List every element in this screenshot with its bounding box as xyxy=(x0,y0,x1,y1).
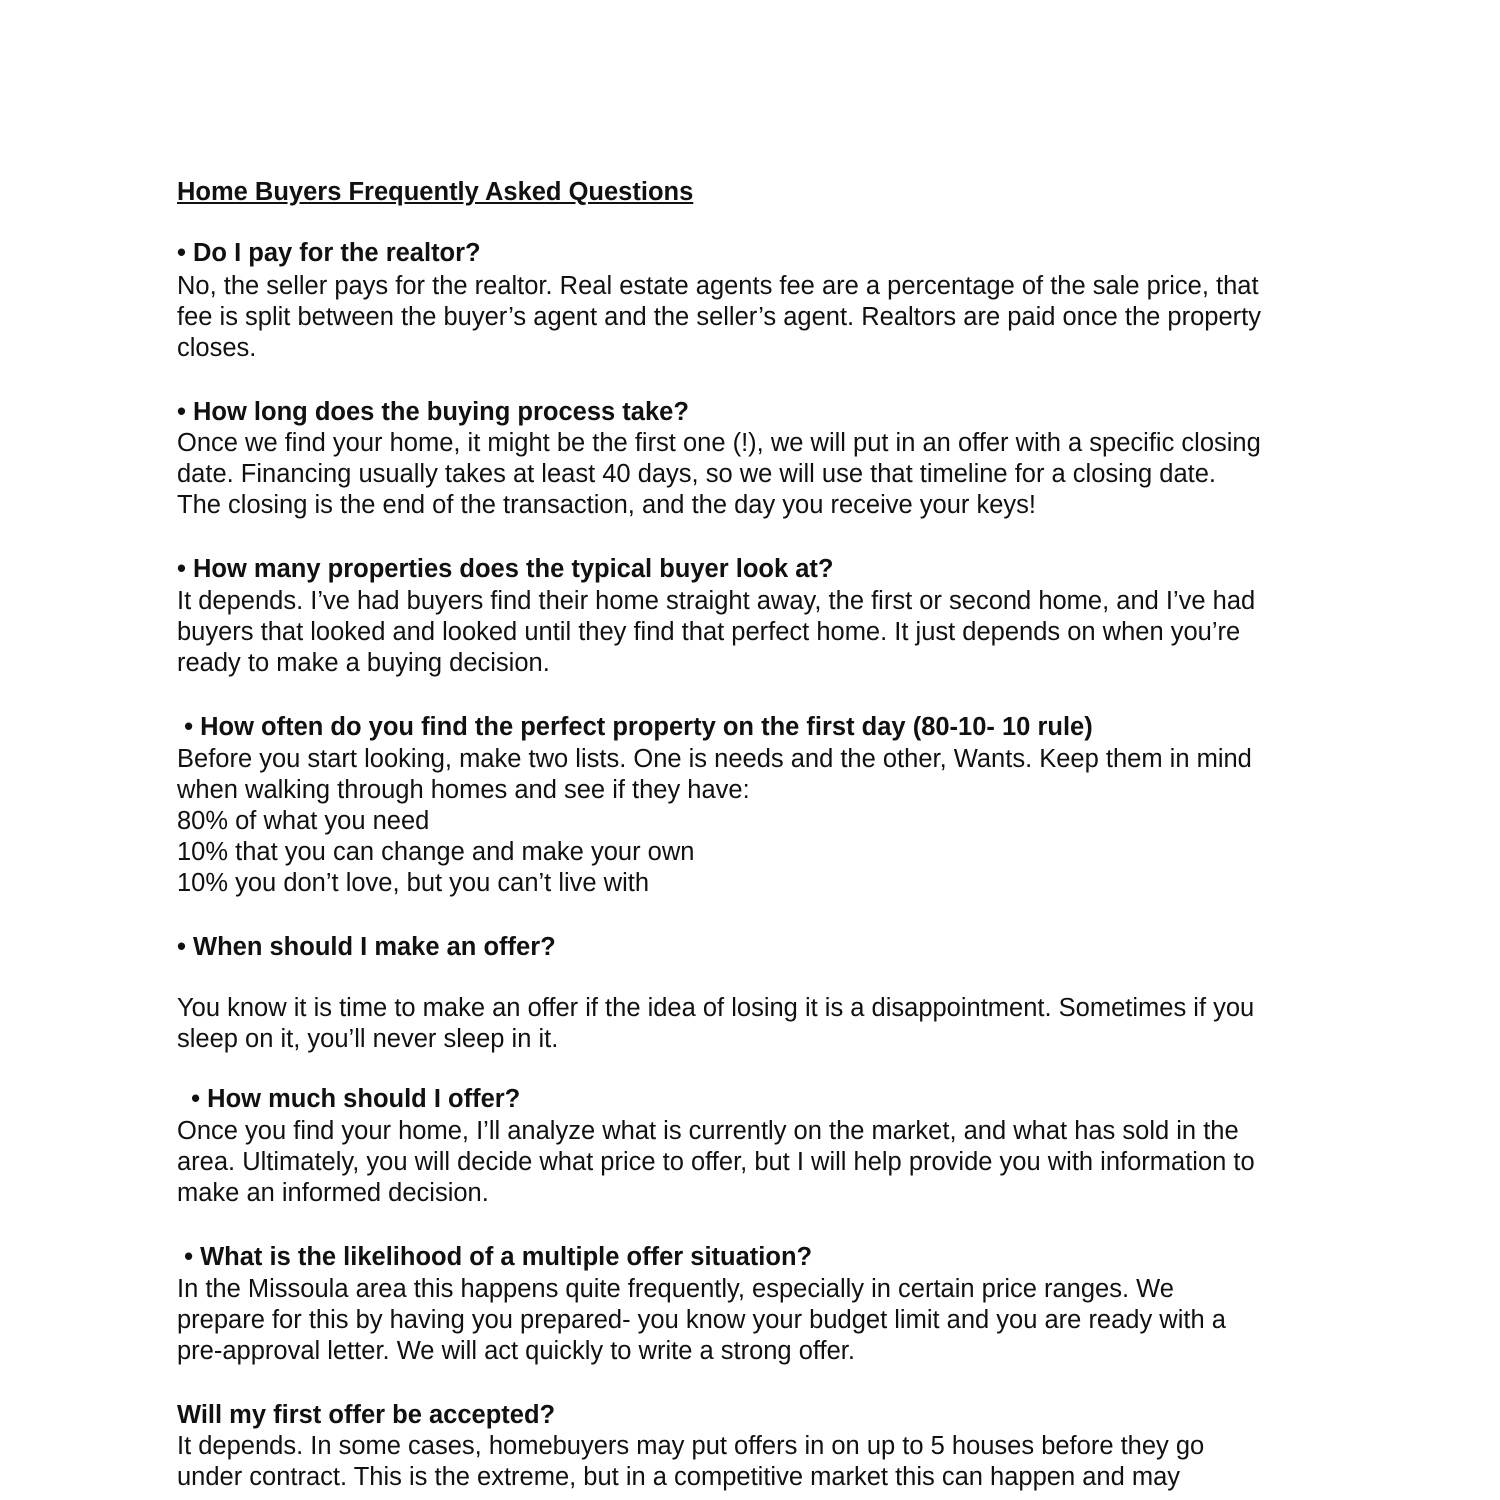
faq-answer-line: sleep on it, you’ll never sleep in it. xyxy=(177,1025,559,1053)
faq-question: • What is the likelihood of a multiple offer situation? xyxy=(177,1243,813,1271)
faq-answer-line: 10% you don’t love, but you can’t live with xyxy=(177,869,650,897)
faq-question: • How long does the buying process take? xyxy=(177,398,689,426)
faq-question: • How many properties does the typical buyer look at? xyxy=(177,555,834,583)
faq-answer-line: The closing is the end of the transaction, and the day you receive your keys! xyxy=(177,491,1036,519)
faq-answer-line: fee is split between the buyer’s agent and the seller’s agent. Realtors are paid once the property xyxy=(177,303,1261,331)
faq-question: • How much should I offer? xyxy=(177,1085,521,1113)
faq-question: • Do I pay for the realtor? xyxy=(177,239,481,267)
faq-answer-line: It depends. In some cases, homebuyers may put offers in on up to 5 houses before they go xyxy=(177,1432,1205,1460)
faq-answer-line: closes. xyxy=(177,334,257,362)
faq-answer-line: area. Ultimately, you will decide what price to offer, but I will help provide you with information to xyxy=(177,1148,1255,1176)
faq-answer-line: pre-approval letter. We will act quickly to write a strong offer. xyxy=(177,1337,855,1365)
faq-answer-line: Once we find your home, it might be the first one (!), we will put in an offer with a specific closing xyxy=(177,429,1261,457)
faq-answer-line: It depends. I’ve had buyers find their home straight away, the first or second home, and I’ve had xyxy=(177,587,1256,615)
faq-answer-line: ready to make a buying decision. xyxy=(177,649,550,677)
faq-answer-line: under contract. This is the extreme, but in a competitive market this can happen and may xyxy=(177,1463,1181,1491)
faq-question: Will my first offer be accepted? xyxy=(177,1401,556,1429)
faq-answer-line: You know it is time to make an offer if the idea of losing it is a disappointment. Sometimes if you xyxy=(177,994,1255,1022)
faq-answer-line: 80% of what you need xyxy=(177,807,430,835)
faq-answer-line: Once you find your home, I’ll analyze what is currently on the market, and what has sold in the xyxy=(177,1117,1239,1145)
faq-answer-line: Before you start looking, make two lists. One is needs and the other, Wants. Keep them in mind xyxy=(177,745,1252,773)
faq-question: • When should I make an offer? xyxy=(177,933,556,961)
faq-answer-line: prepare for this by having you prepared- you know your budget limit and you are ready with a xyxy=(177,1306,1226,1334)
faq-answer-line: date. Financing usually takes at least 40 days, so we will use that timeline for a closing date. xyxy=(177,460,1216,488)
faq-answer-line: when walking through homes and see if they have: xyxy=(177,776,750,804)
faq-answer-line: No, the seller pays for the realtor. Real estate agents fee are a percentage of the sale price, that xyxy=(177,272,1259,300)
faq-answer-line: In the Missoula area this happens quite frequently, especially in certain price ranges. We xyxy=(177,1275,1174,1303)
faq-answer-line: buyers that looked and looked until they find that perfect home. It just depends on when you’re xyxy=(177,618,1241,646)
faq-answer-line: make an informed decision. xyxy=(177,1179,489,1207)
faq-question: • How often do you find the perfect property on the first day (80-10- 10 rule) xyxy=(177,713,1093,741)
faq-answer-line: 10% that you can change and make your own xyxy=(177,838,695,866)
document-title: Home Buyers Frequently Asked Questions xyxy=(177,178,694,206)
